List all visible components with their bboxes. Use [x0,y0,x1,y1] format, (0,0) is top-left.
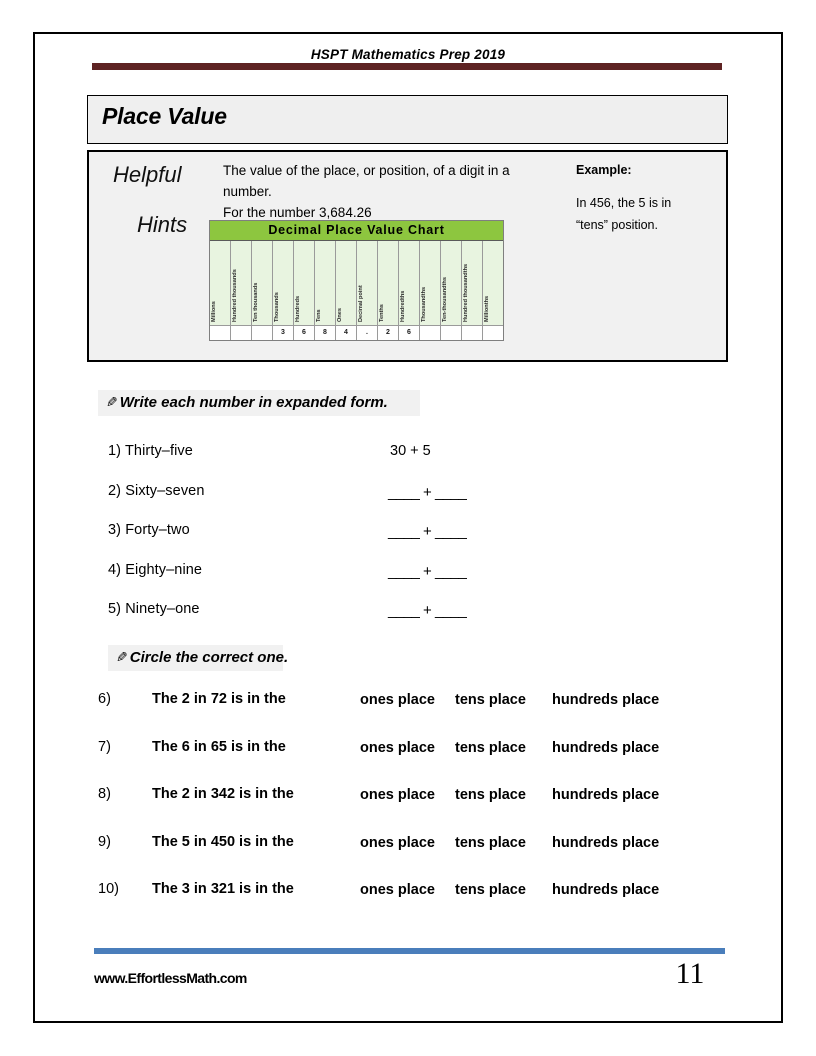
chart-cell-value [483,325,503,340]
answer-option[interactable]: tens place [455,882,526,898]
expanded-form-list [108,443,668,641]
chart-column [336,241,357,340]
chart-cell-value: 2 [378,325,398,340]
question-number: 6) [98,691,111,707]
chart-column-label: Ten thousands [253,282,260,322]
chart-column [441,241,462,340]
chart-column-header [378,241,398,325]
running-header: HSPT Mathematics Prep 2019 [310,47,506,62]
expanded-form-row [108,522,668,562]
footer-rule [94,948,725,954]
expanded-form-answer-blank[interactable]: ____ + ____ [388,523,467,540]
answer-option[interactable]: hundreds place [552,882,660,898]
expanded-form-question: 2) Sixty–seven [108,482,205,499]
instruction-label: Circle the correct one. [129,649,289,666]
chart-cell-value: 6 [294,325,314,340]
chart-cell-value: 6 [399,325,419,340]
page-title: Place Value [102,103,227,129]
expanded-form-row [108,562,668,602]
example-line: “tens” position. [576,217,658,232]
answer-options [360,882,659,898]
chart-cell-value: 8 [315,325,335,340]
chart-column-header [441,241,461,325]
chart-column-label: Millionths [484,295,491,322]
chart-column-header [357,241,377,325]
decimal-place-value-chart [209,220,504,341]
answer-option[interactable]: ones place [360,787,435,803]
expanded-form-answer: 30 + 5 [390,443,431,459]
expanded-form-answer-blank[interactable]: ____ + ____ [388,562,467,580]
chart-column-header [273,241,293,325]
question-number: 9) [98,833,111,850]
hints-body-text [223,161,575,224]
chart-column-label: Tens [316,309,323,322]
question-number: 7) [98,738,111,755]
hints-body-line: number. [223,183,272,199]
question-stem: The 2 in 342 is in the [152,786,294,802]
question-stem: The 2 in 72 is in the [152,691,286,707]
question-number: 8) [98,786,111,802]
chart-column-header [462,241,482,325]
chart-column-header [399,241,419,325]
answer-option[interactable]: tens place [455,787,526,803]
page-number: 11 [675,957,705,990]
hints-label-helpful: Helpful [113,162,182,187]
answer-option[interactable]: ones place [360,739,435,756]
circle-correct-row [98,689,718,737]
hints-label-hints: Hints [137,212,188,237]
chart-column-label: Ten-thousandths [442,277,449,322]
circle-correct-row [98,879,718,927]
circle-correct-row [98,832,718,880]
answer-options [360,692,659,708]
expanded-form-row [108,601,668,641]
chart-grid [210,241,503,340]
answer-option[interactable]: hundreds place [552,787,660,803]
answer-options [360,835,659,851]
answer-option[interactable]: ones place [360,834,435,851]
chart-column-label: Millions [211,301,218,322]
chart-column [357,241,378,340]
answer-option[interactable]: ones place [360,882,435,898]
expanded-form-question: 5) Ninety–one [108,601,200,617]
chart-column-header [315,241,335,325]
answer-option[interactable]: tens place [455,739,526,756]
expanded-form-answer-blank[interactable]: ____ + ____ [388,602,467,619]
circle-correct-row [98,784,718,832]
expanded-form-question: 1) Thirty–five [108,443,193,459]
chart-cell-value: . [357,325,377,340]
chart-cell-value [462,325,482,340]
chart-column [378,241,399,340]
example-column [576,160,716,237]
chart-column [252,241,273,340]
expanded-form-question: 3) Forty–two [108,522,190,538]
chart-column-header [231,241,251,325]
chart-column-label: Ones [337,308,344,322]
pen-icon: ✎ [116,649,128,665]
chart-column-label: Hundred thousands [232,269,239,322]
chart-column [273,241,294,340]
question-stem: The 3 in 321 is in the [152,881,294,897]
chart-title: Decimal Place Value Chart [210,221,503,241]
section-title-band [87,95,728,144]
question-number: 10) [98,881,119,897]
hints-body-line: For the number 3,684.26 [223,204,372,220]
answer-option[interactable]: tens place [455,834,526,851]
example-line: In 456, the 5 is in [576,195,672,210]
chart-column [462,241,483,340]
instruction-expanded-form [98,390,420,416]
expanded-form-row [108,483,668,523]
chart-column [210,241,231,340]
example-title: Example: [576,163,632,177]
chart-column-header [210,241,230,325]
answer-option[interactable]: hundreds place [552,834,660,851]
helpful-hints-box [87,150,728,362]
chart-column [294,241,315,340]
chart-cell-value [441,325,461,340]
chart-cell-value [210,325,230,340]
answer-options [360,787,659,803]
chart-column-header [336,241,356,325]
chart-column-label: Tenths [379,304,386,322]
chart-column [420,241,441,340]
question-stem: The 6 in 65 is in the [152,738,286,755]
hints-body-line: The value of the place, or position, of a digit in a [223,163,510,178]
chart-column [231,241,252,340]
chart-column-label: Hundredths [400,290,407,322]
answer-option[interactable]: tens place [455,692,526,708]
expanded-form-row [108,443,668,483]
expanded-form-question: 4) Eighty–nine [108,561,203,578]
chart-column-header [294,241,314,325]
chart-cell-value [420,325,440,340]
instruction-circle-correct [108,645,289,671]
chart-column-header [420,241,440,325]
answer-option[interactable]: ones place [360,692,435,708]
expanded-form-answer-blank[interactable]: ____ + ____ [388,483,467,501]
footer-website[interactable]: www.EffortlessMath.com [94,970,247,986]
answer-options [360,740,659,756]
chart-column-label: Hundreds [295,295,302,322]
chart-column [483,241,503,340]
chart-column [399,241,420,340]
answer-option[interactable]: hundreds place [552,739,660,756]
question-stem: The 5 in 450 is in the [152,833,294,850]
chart-column [315,241,336,340]
chart-column-label: Hundred thousandths [463,263,470,322]
circle-correct-list [98,689,718,927]
header-rule [92,63,722,70]
chart-cell-value: 3 [273,325,293,340]
chart-cell-value [231,325,251,340]
chart-column-label: Thousands [274,292,281,322]
chart-column-header [483,241,503,325]
chart-cell-value [252,325,272,340]
chart-column-label: Thousandths [421,286,428,322]
pen-icon: ✎ [106,394,118,410]
answer-option[interactable]: hundreds place [552,692,660,708]
circle-correct-row [98,737,718,785]
chart-cell-value: 4 [336,325,356,340]
chart-column-header [252,241,272,325]
chart-column-label: Decimal point [358,285,365,322]
instruction-label: Write each number in expanded form. [119,394,388,411]
